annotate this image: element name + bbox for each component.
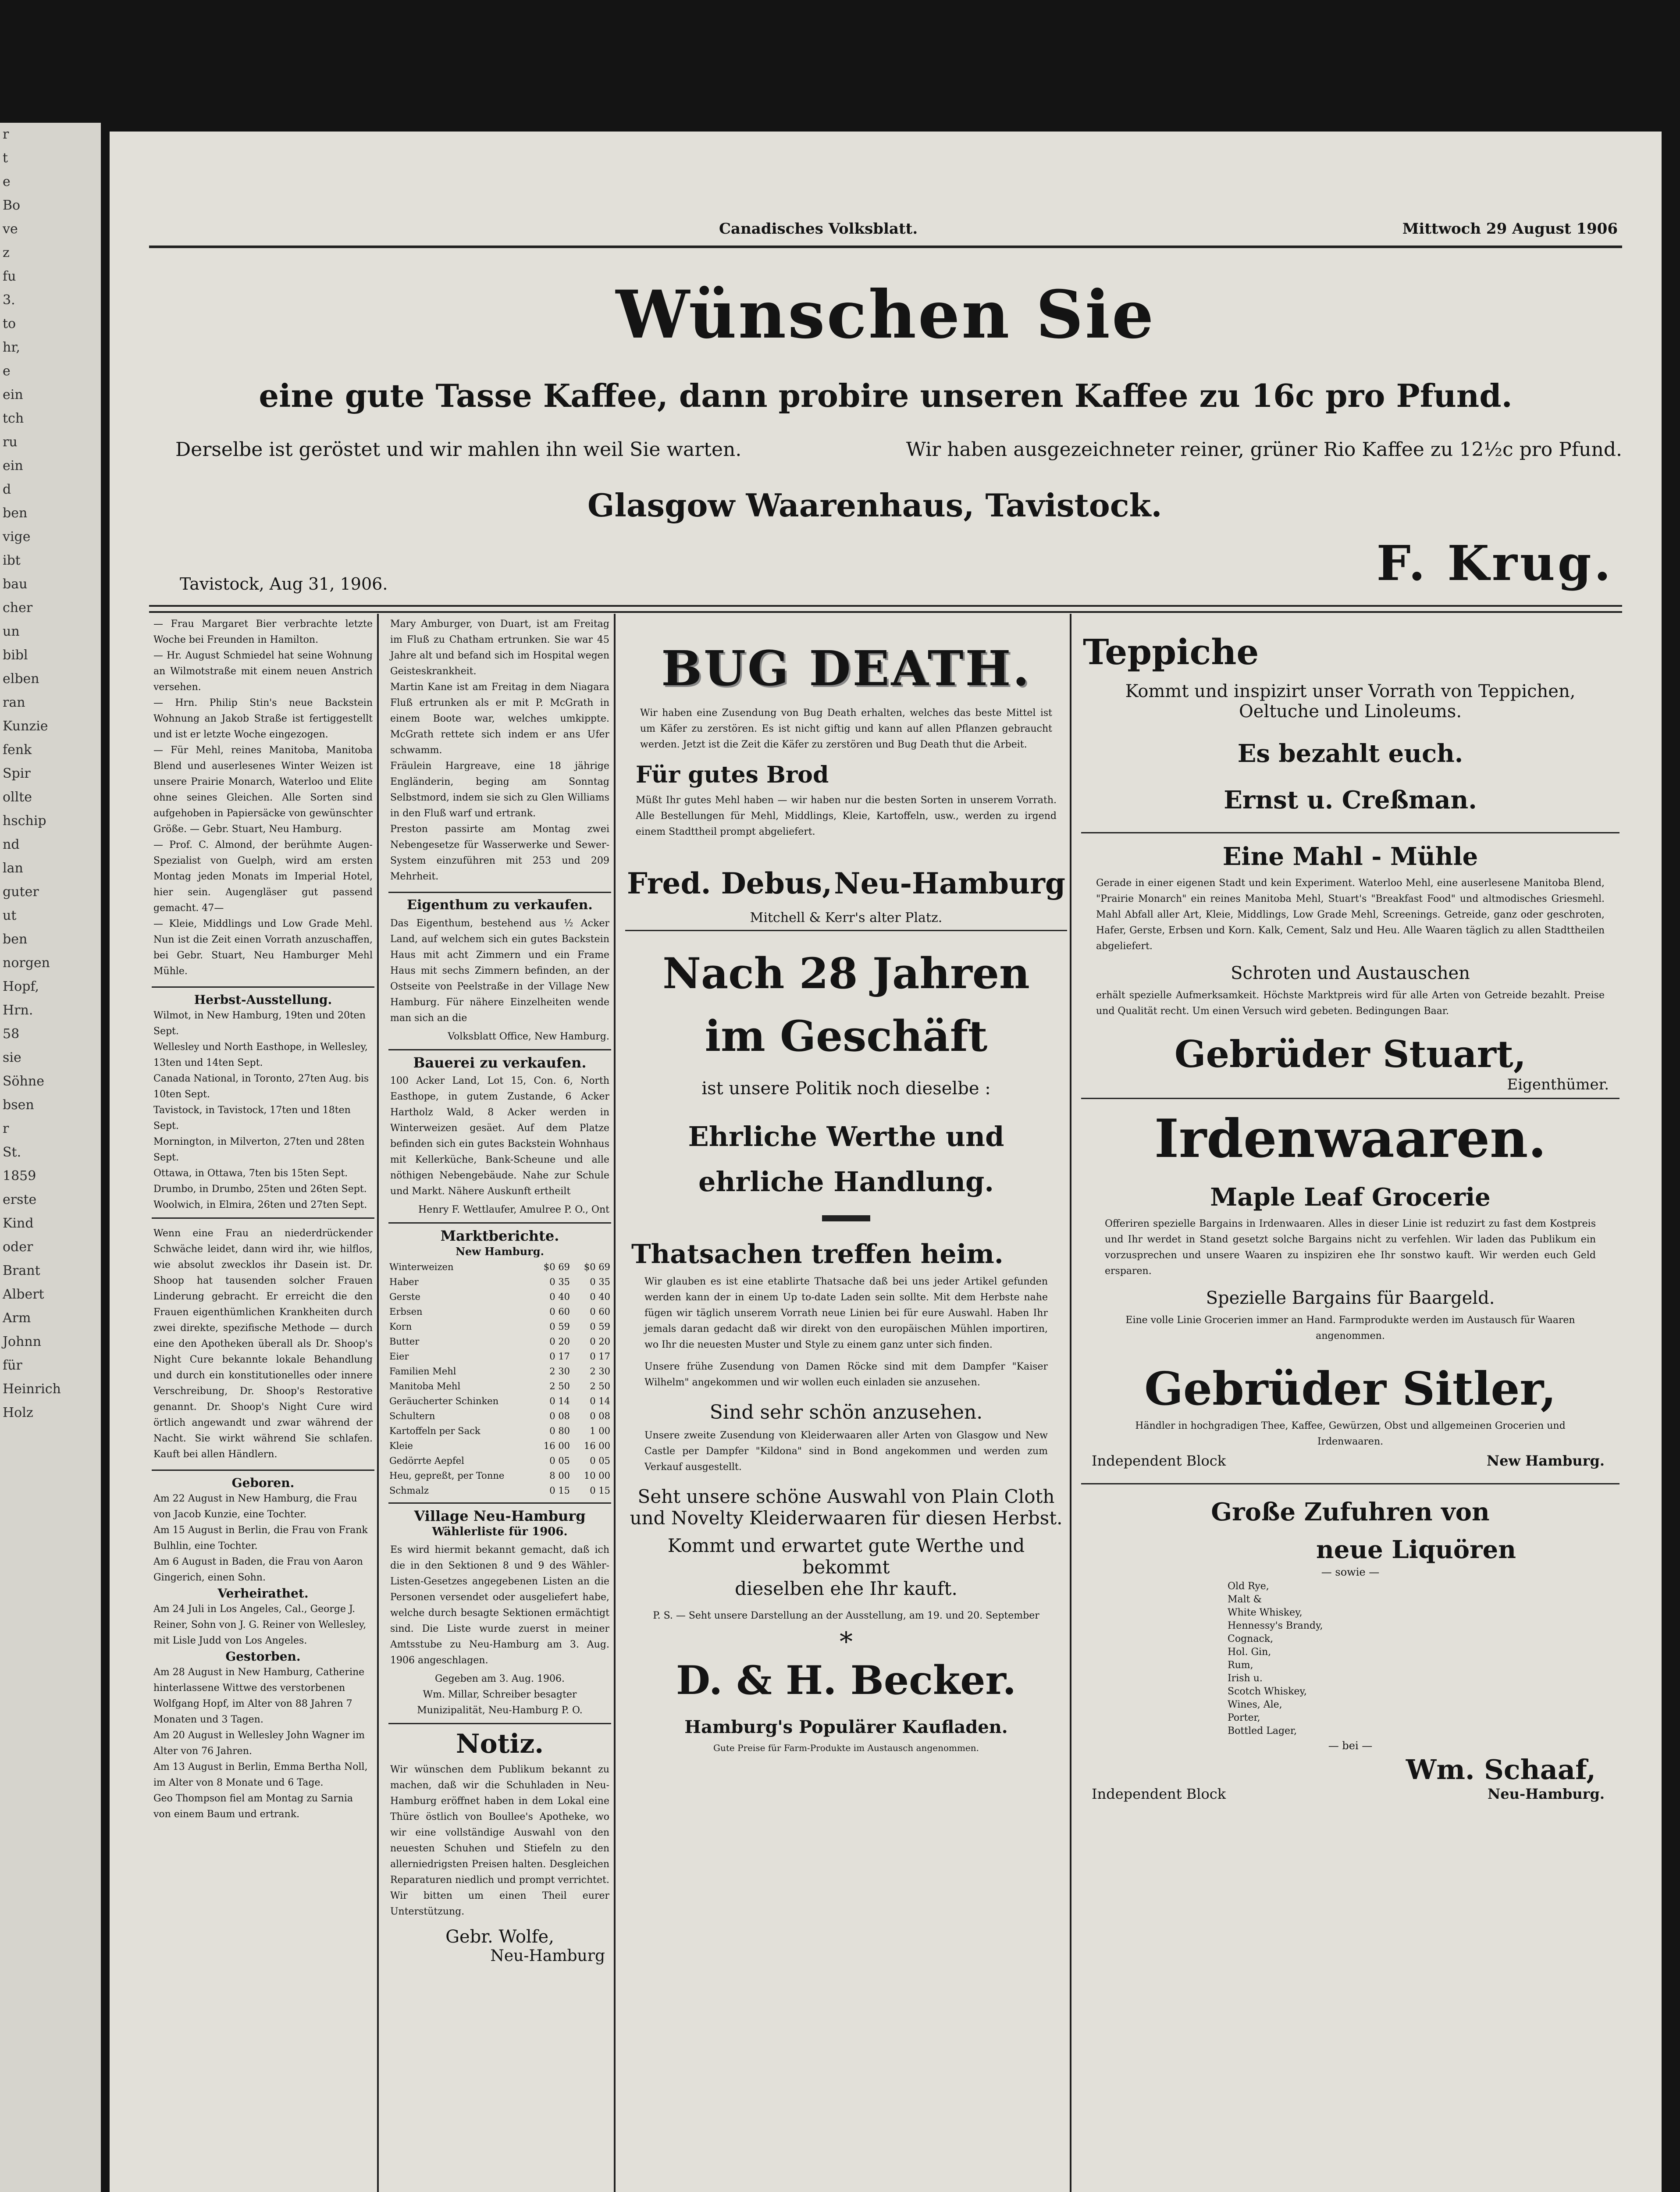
becker-small: Gute Preise für Farm-Produkte im Austausch angenommen.	[713, 1743, 979, 1753]
nach-line-2: im Geschäft	[705, 1011, 988, 1061]
adjacent-page-fragment: bibl	[3, 648, 28, 663]
price-high: 0 20	[590, 1336, 610, 1347]
table-row	[386, 1260, 614, 1274]
section-rule	[149, 605, 1622, 613]
adjacent-page-fragment: für	[3, 1358, 22, 1373]
adjacent-page-fragment: d	[3, 482, 11, 497]
stuart-sub: Eigenthümer.	[1507, 1076, 1609, 1093]
fairs-heading: Herbst-Ausstellung.	[194, 993, 332, 1007]
died-heading: Gestorben.	[225, 1649, 301, 1664]
grosse-line-1: Große Zufuhren von	[1211, 1498, 1490, 1527]
list-item: Bottled Lager,	[1228, 1726, 1297, 1737]
divider	[1081, 1483, 1619, 1484]
werthe-line-1: Ehrliche Werthe und	[688, 1121, 1004, 1153]
adjacent-page-fragment: Holz	[3, 1405, 33, 1420]
divider	[388, 1049, 611, 1050]
adjacent-page-fragment: ben	[3, 505, 28, 521]
list-item: Wilmot, in New Hamburg, 19ten und 20ten Sept.	[153, 1010, 366, 1037]
adjacent-page-fragment: e	[3, 174, 11, 189]
sitler-right: New Hamburg.	[1486, 1452, 1605, 1469]
schroten-heading: Schroten und Austauschen	[1231, 963, 1470, 983]
price-low: 0 20	[549, 1336, 570, 1347]
list-item: Ottawa, in Ottawa, 7ten bis 15ten Sept.	[153, 1168, 348, 1179]
property-sign: Volksblatt Office, New Hamburg.	[448, 1031, 609, 1042]
property-text: Das Eigenthum, bestehend aus ½ Acker Land, auf welchem sich ein gutes Backstein Haus mit acht Zimmern und ein Frame Haus mit sechs Zimmern befinden, an der Ostseite von Peelstraße in der Village New Hamburg. Für nähere Einzelheiten wende man sich an die	[390, 918, 609, 1024]
grosse-line-2: neue Liquören	[1316, 1535, 1516, 1564]
price-high: 0 15	[590, 1485, 610, 1496]
adjacent-page-fragment: t	[3, 150, 8, 166]
adjacent-page-fragment: ein	[3, 458, 23, 473]
top-advertisement	[149, 132, 1622, 594]
schaaf-right: Neu-Hamburg.	[1488, 1786, 1605, 1802]
adjacent-page-fragment: Spir	[3, 766, 31, 781]
asterisk: *	[840, 1626, 853, 1657]
adjacent-page-fragment: ru	[3, 434, 18, 450]
adjacent-page-fragment: lan	[3, 861, 23, 876]
table-row	[386, 1453, 614, 1468]
list-item: Am 20 August in Wellesley John Wagner im Alter von 76 Jahren.	[153, 1730, 365, 1757]
table-row	[386, 1319, 614, 1334]
adjacent-page-fragment: elben	[3, 671, 39, 687]
market-heading: Marktberichte.	[440, 1228, 559, 1244]
bargains-heading: Spezielle Bargains für Baargeld.	[1206, 1288, 1495, 1308]
adjacent-page-fragment: Brant	[3, 1263, 40, 1278]
ad-subtitle: eine gute Tasse Kaffee, dann probire unseren Kaffee zu 16c pro Pfund.	[259, 377, 1513, 414]
news-notes	[386, 614, 614, 887]
kommt-line-1: Kommt und erwartet gute Werthe und bekommt	[667, 1535, 1025, 1578]
price-item: Schultern	[389, 1411, 435, 1421]
price-high: 0 14	[590, 1396, 610, 1406]
farm-sign: Henry F. Wettlaufer, Amulree P. O., Ont	[418, 1204, 609, 1215]
ad-title: Wünschen Sie	[616, 276, 1156, 353]
ps-line: P. S. — Seht unsere Darstellung an der Ausstellung, am 19. und 20. September	[653, 1610, 1039, 1621]
adjacent-page-fragment: Hopf,	[3, 979, 39, 994]
werthe-line-2: ehrliche Handlung.	[698, 1166, 994, 1198]
column-local-news	[149, 614, 379, 2192]
list-item: Malt &	[1228, 1594, 1262, 1605]
list-item: Cognack,	[1228, 1633, 1274, 1644]
price-high: 1 00	[590, 1426, 610, 1436]
adjacent-page-fragment: ben	[3, 932, 28, 947]
ad-line-a: Derselbe ist geröstet und wir mahlen ihn weil Sie warten.	[175, 438, 742, 461]
adjacent-page-fragment: ran	[3, 695, 25, 710]
adjacent-page-fragment: hschip	[3, 813, 46, 829]
divider	[388, 1502, 611, 1504]
property-heading: Eigenthum zu verkaufen.	[407, 897, 593, 913]
debus-name: Fred. Debus,	[627, 866, 833, 900]
price-high: 2 50	[590, 1381, 610, 1391]
bezahlt-line: Es bezahlt euch.	[1237, 739, 1463, 768]
list-item: Scotch Whiskey,	[1228, 1686, 1307, 1697]
adjacent-page-fragment: Johnn	[3, 1334, 42, 1349]
price-item: Schmalz	[389, 1485, 429, 1496]
died-list	[149, 1665, 377, 1822]
price-high: 16 00	[584, 1441, 610, 1451]
becker-sub: Hamburg's Populärer Kaufladen.	[684, 1717, 1008, 1737]
price-high: 0 05	[590, 1455, 610, 1466]
list-item: Am 15 August in Berlin, die Frau von Frank Bulhlin, eine Tochter.	[153, 1525, 368, 1551]
voters-text: Es wird hiermit bekannt gemacht, daß ich die in den Sektionen 8 und 9 des Wähler-Listen-Gesetzes angegebenen Listen an die Personen versendet oder ausgeliefert habe, welche durch besagte Sektionen ermächtigt sind. Die Liste wurde zuerst in meiner Amtsstube zu Neu-Hamburg am 3. Aug. 1906 angeschlagen.	[390, 1544, 609, 1666]
price-low: 0 05	[549, 1455, 570, 1466]
list-item: Am 22 August in New Hamburg, die Frau von Jacob Kunzie, eine Tochter.	[153, 1493, 357, 1520]
farm-text: 100 Acker Land, Lot 15, Con. 6, North Easthope, in gutem Zustande, 6 Acker Hartholz Wald, 8 Acker werden in Winterweizen gesäet. Auf dem Platze befinden sich ein gutes Backstein Wohnhaus mit Kellerküche, Bank-Scheune und alle nöthigen Nebengebäude. Nahe zur Schule und Markt. Nähere Auskunft ertheilt	[390, 1075, 609, 1197]
sowie-line: — sowie —	[1321, 1566, 1380, 1578]
adjacent-page-fragment: z	[3, 245, 10, 260]
price-low: 0 17	[549, 1351, 570, 1362]
adjacent-page-fragment: ut	[3, 908, 17, 923]
price-low: 0 35	[549, 1277, 570, 1287]
adjacent-page-fragment: nd	[3, 837, 20, 852]
adjacent-page-fragment: Arm	[3, 1310, 31, 1326]
price-low: 0 59	[549, 1321, 570, 1332]
list-item: Wellesley und North Easthope, in Wellesley, 13ten und 14ten Sept.	[153, 1042, 368, 1068]
adjacent-page-fragment: guter	[3, 884, 39, 900]
price-item: Haber	[389, 1277, 419, 1287]
adjacent-page-fragment: fu	[3, 269, 16, 284]
table-row	[386, 1409, 614, 1423]
list-item: — Frau Margaret Bier verbrachte letzte Woche bei Freunden in Hamilton.	[153, 619, 373, 645]
table-row	[386, 1274, 614, 1289]
maple-text: Offeriren spezielle Bargains in Irdenwaaren. Alles in dieser Linie ist reduzirt zu fast dem Kostpreis und Ihr werdet in Stand gesetzt solche Bargains nicht zu verfehlen. Wir laden das Publikum ein vorzusprechen und unsere Waaren zu inspiziren ehe Ihr sonstwo kauft. Wir werden euch Geld ersparen.	[1105, 1218, 1596, 1277]
divider	[388, 1222, 611, 1224]
issue-date: Mittwoch 29 August 1906	[1402, 220, 1618, 238]
schaaf-name: Wm. Schaaf,	[1406, 1754, 1596, 1786]
price-low: 8 00	[549, 1470, 570, 1481]
farm-heading: Bauerei zu verkaufen.	[413, 1054, 587, 1071]
divider	[152, 1217, 374, 1219]
adjacent-page-fragment: sie	[3, 1050, 21, 1065]
schroten-text: erhält spezielle Aufmerksamkeit. Höchste Marktpreis wird für alle Arten von Getreide bezahlt. Preise und Qualität recht. Um einen Versuch wird gebeten. Bedingungen Baar.	[1096, 990, 1605, 1017]
adjacent-page-fragment: Söhne	[3, 1074, 45, 1089]
married-heading: Verheirathet.	[217, 1586, 309, 1601]
divider	[152, 1470, 374, 1471]
bei-line: — bei —	[1328, 1740, 1373, 1752]
adjacent-page-fragment: ollte	[3, 790, 32, 805]
adjacent-page-fragment: Kind	[3, 1216, 34, 1231]
clothes-text: Unsere zweite Zusendung von Kleiderwaaren aller Arten von Glasgow und New Castle per Dampfer "Kildona" sind in Bond angekommen und werden zum Verkauf ausgestellt.	[644, 1430, 1048, 1473]
price-high: 2 30	[590, 1366, 610, 1377]
list-item: Hol. Gin,	[1228, 1647, 1271, 1658]
price-item: Eier	[389, 1351, 409, 1362]
price-low: 0 40	[549, 1292, 570, 1302]
price-item: Geräucherter Schinken	[389, 1396, 499, 1406]
adjacent-page-edge	[0, 123, 101, 2192]
sitler-footer	[1078, 1452, 1622, 1479]
facts-heading: Thatsachen treffen heim.	[631, 1239, 1004, 1270]
price-low: 0 15	[549, 1485, 570, 1496]
local-notes	[149, 614, 377, 982]
price-high: 0 59	[590, 1321, 610, 1332]
divider	[388, 1723, 611, 1724]
divider	[625, 930, 1067, 931]
adjacent-page-fragment: ein	[3, 387, 23, 402]
list-item: — Kleie, Middlings und Low Grade Mehl. Nun ist die Zeit einen Vorrath anzuschaffen, bei Gebr. Stuart, Neu Hamburger Mehl Mühle.	[153, 918, 373, 977]
table-row	[386, 1379, 614, 1394]
list-item: Woolwich, in Elmira, 26ten und 27ten Sept.	[153, 1199, 367, 1210]
brod-text: Müßt Ihr gutes Mehl haben — wir haben nur die besten Sorten in unserem Vorrath. Alle Bestellungen für Mehl, Middlings, Kleie, Kartoffeln, usw., werden zu irgend einem Stadttheil prompt abgeliefert.	[636, 795, 1057, 837]
notice-place: Neu-Hamburg	[490, 1947, 605, 1965]
adjacent-page-fragment: hr,	[3, 340, 20, 355]
list-item: Am 28 August in New Hamburg, Catherine hinterlassene Wittwe des verstorbenen Wolfgang Hopf, im Alter von 88 Jahren 7 Monaten und 3 Tagen.	[153, 1667, 365, 1725]
adjacent-page-fragment: e	[3, 363, 11, 379]
maple-heading: Maple Leaf Grocerie	[1210, 1183, 1491, 1212]
schaaf-left: Independent Block	[1092, 1786, 1226, 1802]
adjacent-page-fragment: Hrn.	[3, 1003, 33, 1018]
column-ads-center	[623, 614, 1071, 2192]
sitler-text: Händler in hochgradigen Thee, Kaffee, Gewürzen, Obst und allgemeinen Grocerien und Irdenwaaren.	[1135, 1420, 1566, 1447]
adjacent-page-fragment: oder	[3, 1239, 33, 1255]
price-low: 16 00	[543, 1441, 570, 1451]
table-row	[386, 1438, 614, 1453]
adjacent-page-fragment: Heinrich	[3, 1381, 61, 1397]
list-item: Canada National, in Toronto, 27ten Aug. bis 10ten Sept.	[153, 1073, 369, 1100]
married-list	[149, 1601, 377, 1649]
price-item: Kartoffeln per Sack	[389, 1426, 481, 1436]
paper-name: Canadisches Volksblatt.	[719, 220, 918, 238]
price-item: Erbsen	[389, 1306, 423, 1317]
adjacent-page-fragment: 58	[3, 1026, 20, 1042]
price-item: Heu, gepreßt, per Tonne	[389, 1470, 505, 1481]
adjacent-page-fragment: Albert	[3, 1287, 44, 1302]
teppiche-heading: Teppiche	[1083, 631, 1259, 673]
column-ads-right	[1078, 614, 1622, 2192]
price-low: 0 14	[549, 1396, 570, 1406]
table-row	[386, 1289, 614, 1304]
irden-heading: Irdenwaaren.	[1154, 1108, 1547, 1170]
price-item: Winterweizen	[389, 1262, 454, 1272]
table-row	[386, 1483, 614, 1498]
table-row	[386, 1364, 614, 1379]
adjacent-page-fragment: cher	[3, 600, 33, 616]
muehle-heading: Eine Mahl - Mühle	[1222, 842, 1478, 871]
voters-heading: Village Neu-Hamburg	[414, 1508, 586, 1524]
adjacent-page-fragment: 1859	[3, 1168, 36, 1184]
price-item: Familien Mehl	[389, 1366, 456, 1377]
voters-sign: Wm. Millar, Schreiber besagter Munizipalität, Neu-Hamburg P. O.	[417, 1689, 583, 1716]
seht-line-1: Seht unsere schöne Auswahl von Plain Cloth	[637, 1486, 1055, 1507]
list-item: Rum,	[1228, 1660, 1253, 1671]
price-high: 0 08	[590, 1411, 610, 1421]
adjacent-page-fragment: St.	[3, 1145, 21, 1160]
adjacent-page-fragment: 3.	[3, 292, 15, 308]
voters-date: Gegeben am 3. Aug. 1906.	[434, 1673, 565, 1684]
price-item: Korn	[389, 1321, 412, 1332]
notice-text: Wir wünschen dem Publikum bekannt zu machen, daß wir die Schuhladen in Neu-Hamburg eröffnet haben in dem Lokal eine Thüre östlich von Boullee's Apotheke, wo wir eine vollständige Auswahl von den neuesten Schuhen und Stiefeln zu den allerniedrigsten Preisen halten. Desgleichen Reparaturen niedlich und prompt verrichtet. Wir bitten um einen Theil eurer Unterstützung.	[390, 1764, 609, 1917]
price-high: 0 40	[590, 1292, 610, 1302]
price-high: 0 35	[590, 1277, 610, 1287]
list-item: Martin Kane ist am Freitag in dem Niagara Fluß ertrunken als er mit P. McGrath in einem Boote war, welches umkippte. McGrath rettete sich indem er ans Ufer schwamm.	[390, 682, 609, 756]
price-low: 2 30	[549, 1366, 570, 1377]
adjacent-page-fragment: Kunzie	[3, 719, 48, 734]
notice-heading: Notiz.	[456, 1729, 544, 1759]
price-low: 0 60	[549, 1306, 570, 1317]
list-item: — Prof. C. Almond, der berühmte Augen-Spezialist von Guelph, wird am ersten Montag jeden Monats im Imperial Hotel, hier sein. Augengläser gut passend gemacht. 47—	[153, 840, 373, 914]
newspaper-page	[110, 132, 1662, 2192]
kommt-line-2: dieselben ehe Ihr kauft.	[735, 1578, 957, 1599]
bargains-text: Eine volle Linie Grocerien immer an Hand. Farmprodukte werden im Austausch für Waaren angenommen.	[1125, 1315, 1575, 1342]
muehle-text: Gerade in einer eigenen Stadt und kein Experiment. Waterloo Mehl, eine auserlesene Manitoba Blend, "Prairie Monarch" ein reines Manitoba Mehl, Stuart's "Breakfast Food" und altmodisches Griesmehl. Mahl Abfall aller Art, Kleie, Middlings, Low Grade Mehl, Screenings. Getreide, ganz oder geschroten, Hafer, Gerste, Erbsen und Korn. Kalk, Cement, Salz und Heu. Alle Waaren täglich zu allen Stadttheilen abgeliefert.	[1096, 878, 1605, 952]
list-item: Mary Amburger, von Duart, ist am Freitag im Fluß zu Chatham ertrunken. Sie war 45 Jahre alt und befand sich im Hospital wegen Geisteskrankheit.	[390, 619, 609, 677]
adjacent-page-fragment: bsen	[3, 1097, 34, 1113]
table-row	[386, 1349, 614, 1364]
list-item: Tavistock, in Tavistock, 17ten und 18ten Sept.	[153, 1105, 351, 1132]
table-row	[386, 1304, 614, 1319]
adjacent-page-fragment: ve	[3, 221, 18, 237]
adjacent-page-fragment: erste	[3, 1192, 37, 1207]
ad-signature: F. Krug.	[1376, 535, 1613, 591]
price-item: Gedörrte Aepfel	[389, 1455, 464, 1466]
adjacent-page-fragment: fenk	[3, 742, 32, 758]
list-item: Am 13 August in Berlin, Emma Bertha Noll, im Alter von 8 Monate und 6 Tage.	[153, 1761, 368, 1788]
list-item: Irish u.	[1228, 1673, 1263, 1684]
list-item: Porter,	[1228, 1712, 1260, 1723]
price-high: $0 69	[584, 1262, 610, 1272]
table-row	[386, 1394, 614, 1409]
price-low: 2 50	[549, 1381, 570, 1391]
schaaf-footer	[1078, 1786, 1622, 1812]
born-heading: Geboren.	[231, 1476, 295, 1490]
divider	[1081, 832, 1619, 833]
debus-line	[623, 866, 1070, 906]
list-item: Old Rye,	[1228, 1581, 1269, 1592]
list-item: Hennessy's Brandy,	[1228, 1620, 1323, 1631]
fairs-list	[149, 1008, 377, 1213]
adjacent-page-fragment: tch	[3, 411, 24, 426]
bug-death-text: Wir haben eine Zusendung von Bug Death erhalten, welches das beste Mittel ist um Käfer zu zerstören. Es ist nicht giftig und kann auf allen Pflanzen gebraucht werden. Jetzt ist die Zeit die Käfer zu zerstören und Bug Death thut die Arbeit.	[640, 708, 1052, 750]
list-item: Am 6 August in Baden, die Frau von Aaron Gingerich, einen Sohn.	[153, 1556, 363, 1583]
ad-store: Glasgow Waarenhaus, Tavistock.	[587, 487, 1162, 524]
ernst-cressman: Ernst u. Creßman.	[1224, 786, 1477, 815]
born-list	[149, 1491, 377, 1586]
list-item: Geo Thompson fiel am Montag zu Sarnia von einem Baum und ertrank.	[153, 1793, 353, 1820]
list-item: Preston passirte am Montag zwei Nebengesetze für Wasserwerke und Sewer-System einzuführen mit 253 und 209 Mehrheit.	[390, 824, 609, 882]
divider	[1081, 1098, 1619, 1099]
list-item: Wines, Ale,	[1228, 1699, 1282, 1710]
policy-line: ist unsere Politik noch dieselbe :	[701, 1078, 991, 1099]
sitler-name: Gebrüder Sitler,	[1144, 1362, 1556, 1416]
debus-sub: Mitchell & Kerr's alter Platz.	[750, 910, 943, 925]
ornament-bar	[822, 1215, 870, 1221]
price-low: 0 80	[549, 1426, 570, 1436]
adjacent-page-fragment: un	[3, 624, 20, 639]
adjacent-page-fragment: r	[3, 127, 9, 142]
bug-death-title: BUG DEATH.	[661, 640, 1031, 697]
column-notices	[386, 614, 616, 2192]
price-table	[386, 1260, 614, 1498]
list-item: — Für Mehl, reines Manitoba, Manitoba Blend und auserlesenes Winter Weizen ist unsere Prairie Monarch, Waterloo und Elite ohne seines Gleichen. Alle Sorten sind aufgehoben in Papiersäcke von gewünschter Größe. — Gebr. Stuart, Neu Hamburg.	[153, 745, 373, 835]
divider	[388, 892, 611, 893]
nach-line-1: Nach 28 Jahren	[662, 949, 1030, 998]
list-item: Fräulein Hargreave, eine 18 jährige Engländerin, beging am Sonntag Selbstmord, indem sie sich zu Glen Williams in den Fluß warf und ertrank.	[390, 761, 609, 819]
list-item: Drumbo, in Drumbo, 25ten und 26ten Sept.	[153, 1184, 367, 1195]
adjacent-page-fragment: norgen	[3, 955, 50, 971]
liquor-list	[1078, 1580, 1622, 1738]
list-item: — Hrn. Philip Stin's neue Backstein Wohnung an Jakob Straße ist fertiggestellt und ist er letzte Woche eingezogen.	[153, 697, 373, 740]
list-item: Am 24 Juli in Los Angeles, Cal., George J. Reiner, Sohn von J. G. Reiner von Wellesley, mit Lisle Judd von Los Angeles.	[153, 1604, 367, 1646]
voters-subheading: Wählerliste für 1906.	[432, 1525, 568, 1538]
list-item: — Hr. August Schmiedel hat seine Wohnung an Wilmotstraße mit einem neuen Anstrich versehen.	[153, 650, 373, 693]
market-place: New Hamburg.	[456, 1245, 544, 1258]
brod-heading: Für gutes Brod	[636, 762, 829, 788]
price-item: Butter	[389, 1336, 420, 1347]
price-item: Kleie	[389, 1441, 413, 1451]
price-high: 0 17	[590, 1351, 610, 1362]
adjacent-page-fragment: bau	[3, 576, 28, 592]
stuart-name: Gebrüder Stuart,	[1174, 1032, 1527, 1076]
table-row	[386, 1423, 614, 1438]
price-low: $0 69	[543, 1262, 570, 1272]
adjacent-page-fragment: vige	[3, 529, 31, 544]
ad-line-b: Wir haben ausgezeichneter reiner, grüner Rio Kaffee zu 12½c pro Pfund.	[906, 438, 1622, 461]
price-high: 10 00	[584, 1470, 610, 1481]
list-item: Mornington, in Milverton, 27ten und 28ten Sept.	[153, 1136, 365, 1163]
teppiche-text: Kommt und inspizirt unser Vorrath von Teppichen, Oeltuche und Linoleums.	[1125, 681, 1576, 722]
adjacent-page-fragment: to	[3, 316, 16, 331]
price-low: 0 08	[549, 1411, 570, 1421]
notice-sign: Gebr. Wolfe,	[445, 1927, 554, 1947]
table-row	[386, 1334, 614, 1349]
list-item: White Whiskey,	[1228, 1607, 1303, 1618]
becker-name: D. & H. Becker.	[676, 1657, 1017, 1704]
adjacent-page-fragment: ibt	[3, 553, 21, 568]
shoop-advert: Wenn eine Frau an niederdrückender Schwäche leidet, dann wird ihr, wie hilflos, wie absolut zwecklos ihr Dasein ist. Dr. Shoop hat tausenden solcher Frauen Linderung gebracht. Er erreicht die den Frauen eigenthümlichen Krankheiten durch zwei direkte, spezifische Methode — durch eine den Apotheken überall als Dr. Shoop's Night Cure bekannte lokale Behandlung und durch ein konstitutionelles oder innere Verschreibung, Dr. Shoop's Restorative genannt. Dr. Shoop's Night Cure wird örtlich angewandt und zwar während der Nacht. Sie wirkt während Sie schlafen. Kauft bei allen Händlern.	[153, 1228, 373, 1460]
divider	[152, 986, 374, 988]
facts-text-2: Unsere frühe Zusendung von Damen Röcke sind mit dem Dampfer "Kaiser Wilhelm" angekommen und wir wollen euch einladen sie anzusehen.	[644, 1361, 1048, 1388]
schoen-line: Sind sehr schön anzusehen.	[709, 1401, 983, 1423]
table-row	[386, 1468, 614, 1483]
debus-place: Neu-Hamburg	[834, 866, 1065, 900]
adjacent-page-fragment: Bo	[3, 198, 21, 213]
sitler-left: Independent Block	[1092, 1452, 1226, 1469]
facts-text: Wir glauben es ist eine etablirte Thatsache daß bei uns jeder Artikel gefunden werden kann der in einem Up to-date Laden sein sollte. Mit dem Herbste nahe fügen wir täglich unserem Vorrath neue Linien bei für eure Auswahl. Haben Ihr jemals daran gedacht daß wir direkt von den europäischen Mühlen importiren, wo Ihr die neuesten Muster und Style zu einem ganz unter sich finden.	[644, 1276, 1048, 1350]
adjacent-page-fragment: r	[3, 1121, 9, 1136]
price-high: 0 60	[590, 1306, 610, 1317]
price-item: Gerste	[389, 1292, 420, 1302]
price-item: Manitoba Mehl	[389, 1381, 461, 1391]
ad-place-date: Tavistock, Aug 31, 1906.	[180, 574, 388, 594]
seht-line-2: und Novelty Kleiderwaaren für diesen Herbst.	[630, 1507, 1063, 1529]
